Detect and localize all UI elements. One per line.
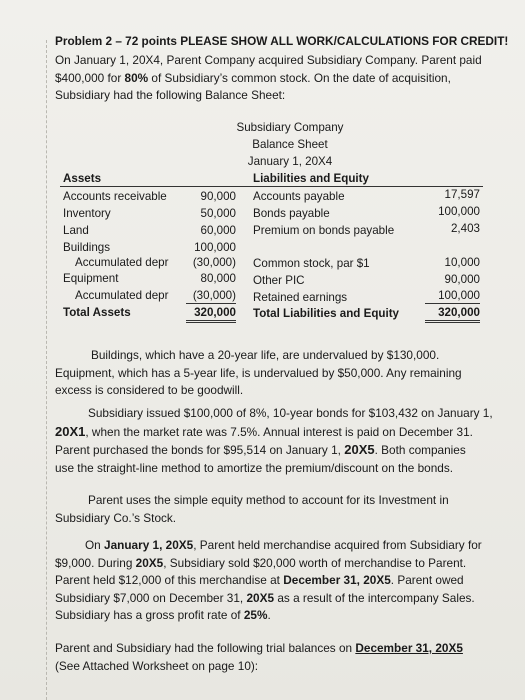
revaluation-line-1: Buildings, which have a 20-year life, are undervalued by $130,000. <box>91 348 440 362</box>
trial-balance-line-1 <box>55 640 463 658</box>
inventory-paragraph <box>55 537 482 625</box>
bs-date: January 1, 20X4 <box>247 155 333 168</box>
asset-label: Equipment <box>63 272 119 285</box>
revaluation-line-3: excess is considered to be goodwill. <box>55 383 244 397</box>
inventory-date: January 1, 20X5 <box>104 538 194 552</box>
intro-paragraph <box>55 52 482 105</box>
bonds-paragraph <box>55 405 493 477</box>
bs-company: Subsidiary Company <box>236 121 344 134</box>
equity-label: Common stock, par $1 <box>253 257 370 270</box>
liability-label: Bonds payable <box>253 207 330 220</box>
intro-text: of Subsidiary’s common stock. On the date of acquisition, <box>148 70 451 85</box>
inventory-text: . <box>267 608 271 622</box>
equity-value: 100,000 <box>425 288 480 304</box>
liabilities-header: Liabilities and Equity <box>253 172 369 185</box>
inventory-text: as a result of the intercompany Sales. <box>274 590 475 605</box>
inventory-line-4 <box>55 590 482 608</box>
bonds-line-2 <box>55 423 493 442</box>
total-assets-label: Total Assets <box>63 306 131 319</box>
equity-method-line-2: Subsidiary Co.’s Stock. <box>55 510 177 525</box>
asset-value: (30,000) <box>186 288 236 304</box>
inventory-line-1 <box>55 537 482 555</box>
equity-method-line-1: Parent uses the simple equity method to account for its Investment in <box>88 493 449 507</box>
bonds-line-3 <box>55 441 493 460</box>
revaluation-line-2: Equipment, which has a 5-year life, is undervalued by $50,000. Any remaining <box>55 365 462 380</box>
inventory-text: Subsidiary has a gross profit rate of <box>55 608 244 622</box>
bonds-line-4: use the straight-line method to amortize the premium/discount on the bonds. <box>55 460 454 475</box>
asset-value: 60,000 <box>200 224 236 237</box>
total-le-label: Total Liabilities and Equity <box>253 307 400 320</box>
problem-title: Problem 2 – 72 points PLEASE SHOW ALL WORK/CALCULATIONS FOR CREDIT! <box>55 34 509 48</box>
inventory-line-2 <box>55 555 482 573</box>
asset-label: Accumulated depr <box>75 256 169 269</box>
inventory-text: On <box>85 538 105 552</box>
ownership-percent: 80% <box>124 70 149 85</box>
inventory-line-5 <box>55 607 482 625</box>
liability-label: Premium on bonds payable <box>253 224 395 237</box>
bonds-text: , when the market rate was 7.5%. Annual interest is paid on December 31. <box>85 424 473 439</box>
total-le-value: 320,000 <box>425 305 480 323</box>
bonds-text: Parent purchased the bonds for $95,514 on January 1, <box>55 443 345 457</box>
revaluation-paragraph <box>55 347 462 400</box>
asset-label: Inventory <box>63 207 111 220</box>
intro-line-2 <box>55 70 482 88</box>
total-assets-value: 320,000 <box>186 305 236 323</box>
intro-line-3: Subsidiary had the following Balance Sheet: <box>55 88 286 102</box>
inventory-text: . Parent owed <box>390 573 464 587</box>
asset-label: Buildings <box>63 241 111 254</box>
header-rule <box>60 186 483 187</box>
trial-balance-paragraph <box>55 640 463 675</box>
assets-header: Assets <box>63 172 102 185</box>
liability-value: 2,403 <box>450 222 480 235</box>
asset-label: Accumulated depr <box>75 289 169 302</box>
bonds-text: . Both companies <box>374 443 466 457</box>
trial-balance-date: December 31, 20X5 <box>355 641 463 655</box>
inventory-text: , Parent held merchandise acquired from Subsidiary for <box>193 538 482 552</box>
equity-label: Other PIC <box>253 274 305 287</box>
equity-label: Retained earnings <box>253 291 348 304</box>
intro-text: $400,000 for <box>55 70 125 85</box>
liability-value: 100,000 <box>438 205 480 218</box>
margin-line <box>46 40 47 700</box>
bond-year: 20X1 <box>55 423 86 439</box>
asset-value: 90,000 <box>200 190 236 203</box>
bonds-line-1: Subsidiary issued $100,000 of 8%, 10-year bonds for $103,432 on January 1, <box>88 406 493 420</box>
asset-value: 100,000 <box>194 241 236 254</box>
inventory-text: $9,000. During <box>55 555 136 570</box>
liability-label: Accounts payable <box>253 190 345 203</box>
liability-value: 17,597 <box>444 188 480 201</box>
equity-method-paragraph <box>55 492 449 527</box>
inventory-text: Parent held $12,000 of this merchandise at <box>55 573 284 587</box>
bond-year: 20X5 <box>344 442 375 457</box>
inventory-text: , Subsidiary sold $20,000 worth of merchandise to Parent. <box>163 555 467 570</box>
asset-value: (30,000) <box>192 256 236 269</box>
equity-value: 10,000 <box>444 256 480 269</box>
inventory-line-3 <box>55 572 482 590</box>
gross-profit-rate: 25% <box>243 608 268 622</box>
inventory-text: Subsidiary $7,000 on December 31, <box>55 590 247 605</box>
trial-balance-line-2: (See Attached Worksheet on page 10): <box>55 658 259 673</box>
inventory-year: 20X5 <box>135 555 164 570</box>
trial-balance-text: Parent and Subsidiary had the following trial balances on <box>55 641 356 655</box>
asset-label: Land <box>63 224 89 237</box>
intro-line-1: On January 1, 20X4, Parent Company acquired Subsidiary Company. Parent paid <box>55 53 482 67</box>
asset-value: 80,000 <box>200 272 236 285</box>
inventory-year: 20X5 <box>246 590 275 605</box>
equity-value: 90,000 <box>444 273 480 286</box>
inventory-date: December 31, 20X5 <box>283 573 391 587</box>
bs-name: Balance Sheet <box>252 138 328 151</box>
asset-label: Accounts receivable <box>63 190 167 203</box>
asset-value: 50,000 <box>200 207 236 220</box>
